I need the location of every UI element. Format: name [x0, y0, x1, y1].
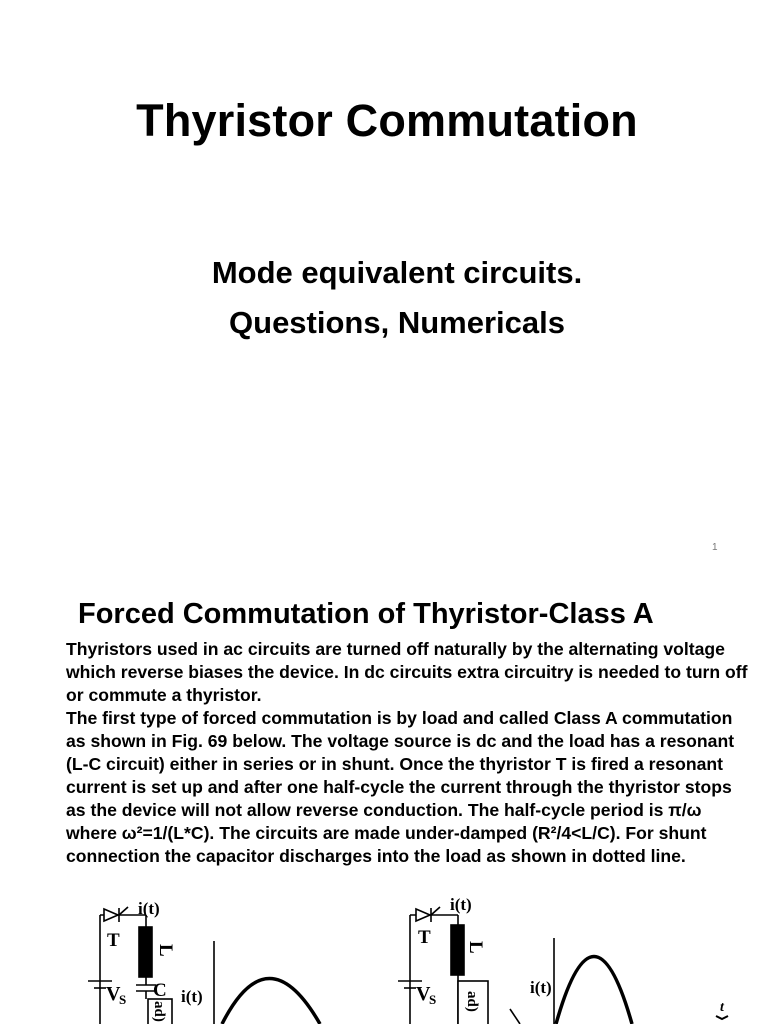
time-label: t — [720, 1000, 724, 1015]
section-title: Forced Commutation of Thyristor-Class A — [78, 598, 654, 630]
circuit-figure-svg — [0, 893, 768, 1024]
inductor-label: L — [465, 941, 486, 954]
right-circuit — [398, 907, 728, 1024]
graph-label: i(t) — [181, 987, 203, 1006]
inductor-label: L — [155, 944, 176, 957]
thyristor-icon — [104, 909, 118, 921]
slide-subtitle-line2: Questions, Numericals — [229, 305, 565, 340]
inductor-icon — [451, 925, 464, 975]
source-label: V — [416, 983, 431, 1005]
paragraph-1: Thyristors used in ac circuits are turned off naturally by the alternating voltage which reverse biases the device. In dc circuits extra circuitry is needed to turn off or commute a thyristor. — [66, 639, 748, 705]
capacitor-label: C — [153, 980, 167, 1001]
current-waveform — [556, 957, 632, 1024]
paragraph-2: The first type of forced commutation is by load and called Class A commutation as shown in Fig. 69 below. The voltage source is dc and the load has a resonant (L-C circuit) either in series or in shunt. Once the thyristor T is fired a resonant current is set up and after one half-cycle the current through the thyristor stops as the device will not allow reverse conduction. The half-cycle period is π/ω where ω²=1/(L*C). The circuits are made under-damped (R²/4<L/C). For shunt connection the capacitor discharges into the load as shown in dotted line. — [66, 708, 735, 866]
source-label: V — [106, 983, 121, 1005]
page-number: 1 — [712, 542, 718, 553]
slide-title: Thyristor Commutation — [136, 95, 638, 146]
source-subscript: S — [119, 992, 127, 1007]
load-label: ad) — [464, 991, 480, 1012]
inductor-icon — [139, 927, 152, 977]
left-circuit-labels — [106, 899, 203, 1022]
current-label: i(t) — [138, 899, 160, 918]
current-label: i(t) — [450, 895, 472, 914]
slide-subtitle-line1: Mode equivalent circuits. — [211, 255, 583, 290]
thyristor-label: T — [107, 930, 120, 951]
load-label: ad) — [151, 1001, 167, 1022]
circuit-figure — [0, 893, 768, 1024]
thyristor-icon — [416, 909, 430, 921]
source-subscript: S — [429, 992, 437, 1007]
body-text — [66, 638, 756, 868]
current-waveform — [222, 979, 320, 1024]
thyristor-label: T — [418, 927, 431, 948]
graph-label: i(t) — [530, 978, 552, 997]
